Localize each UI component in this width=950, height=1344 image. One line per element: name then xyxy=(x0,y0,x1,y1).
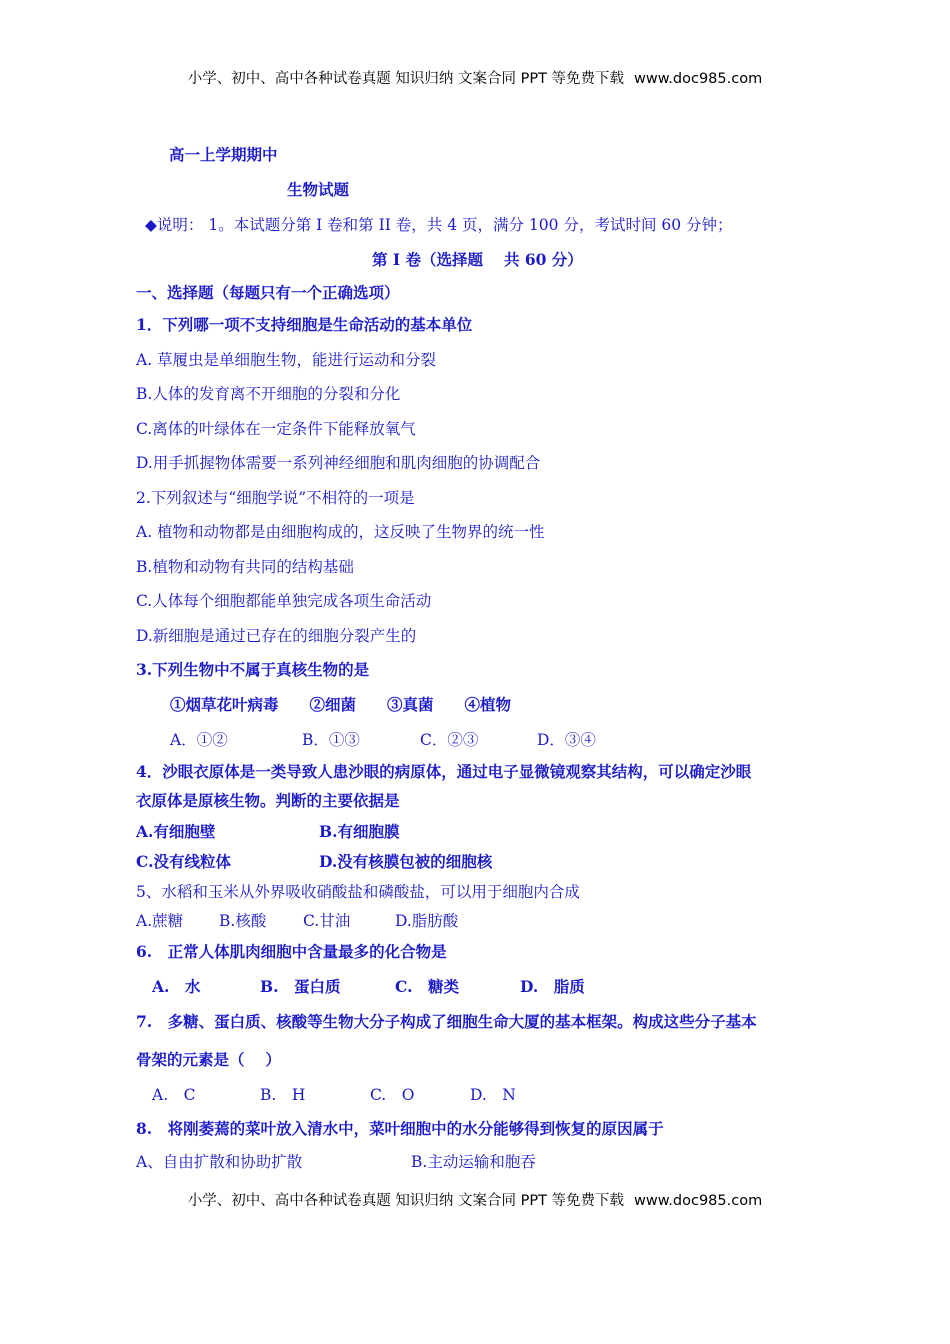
question-5-option-b: B.核酸 xyxy=(219,912,267,930)
question-1-option-a: A. 草履虫是单细胞生物，能进行运动和分裂 xyxy=(136,351,437,369)
question-6-option-b: B. 蛋白质 xyxy=(260,977,341,996)
question-7-option-c: C. O xyxy=(370,1086,415,1104)
footer-text: 小学、初中、高中各种试卷真题 知识归纳 文案合同 PPT 等免费下载 xyxy=(187,1193,625,1209)
question-2-option-b: B.植物和动物有共同的结构基础 xyxy=(136,558,354,576)
question-4-option-a: A.有细胞壁 xyxy=(136,822,216,841)
page-footer xyxy=(0,1189,950,1210)
question-7-stem-line-2: 骨架的元素是（ ） xyxy=(136,1050,281,1069)
question-5-stem: 5、水稻和玉米从外界吸收硝酸盐和磷酸盐，可以用于细胞内合成 xyxy=(136,883,580,901)
question-2-option-d: D.新细胞是通过已存在的细胞分裂产生的 xyxy=(136,627,417,645)
question-5-option-c: C.甘油 xyxy=(303,912,351,930)
exam-term-title: 高一上学期期中 xyxy=(169,145,278,164)
question-1-option-d: D.用手抓握物体需要一系列神经细胞和肌肉细胞的协调配合 xyxy=(136,454,541,472)
question-1-option-b: B.人体的发育离不开细胞的分裂和分化 xyxy=(136,385,401,403)
question-5-option-d: D.脂肪酸 xyxy=(395,912,459,930)
question-3-option-a: A．①② xyxy=(170,731,228,749)
section-one-heading: 一、选择题（每题只有一个正确选项） xyxy=(136,283,400,302)
question-6-options xyxy=(0,977,950,997)
question-4-option-d: D.没有核膜包被的细胞核 xyxy=(319,852,493,871)
question-3-option-c: C．②③ xyxy=(420,731,479,749)
question-7-stem-line-1: 7. 多糖、蛋白质、核酸等生物大分子构成了细胞生命大厦的基本框架。构成这些分子基本 xyxy=(136,1012,757,1031)
question-4-options-row-2 xyxy=(0,852,950,872)
question-6-option-d: D. 脂质 xyxy=(520,977,585,996)
question-2-option-a: A. 植物和动物都是由细胞构成的，这反映了生物界的统一性 xyxy=(136,523,545,541)
question-2-stem: 2.下列叙述与“细胞学说”不相符的一项是 xyxy=(136,489,415,507)
question-8-stem: 8. 将刚萎蔫的菜叶放入清水中，菜叶细胞中的水分能够得到恢复的原因属于 xyxy=(136,1119,664,1138)
question-7-options xyxy=(0,1085,950,1105)
exam-subject-title: 生物试题 xyxy=(287,180,350,199)
question-8-option-a: A、自由扩散和协助扩散 xyxy=(136,1153,303,1171)
question-4-option-c: C.没有线粒体 xyxy=(136,852,231,871)
question-4-option-b: B.有细胞膜 xyxy=(319,822,400,841)
exam-instructions: ◆说明： 1。本试题分第 I 卷和第 II 卷，共 4 页，满分 100 分，考试时间 60 分钟； xyxy=(145,216,733,234)
header-text: 小学、初中、高中各种试卷真题 知识归纳 文案合同 PPT 等免费下载 xyxy=(187,71,625,87)
question-1-option-c: C.离体的叶绿体在一定条件下能释放氧气 xyxy=(136,420,416,438)
page-header xyxy=(0,67,950,88)
question-7-option-a: A. C xyxy=(152,1086,196,1104)
question-8-option-b: B.主动运输和胞吞 xyxy=(411,1153,536,1171)
question-1-stem: 1．下列哪一项不支持细胞是生命活动的基本单位 xyxy=(136,315,473,334)
question-3-options xyxy=(0,730,950,750)
question-8-options xyxy=(0,1152,950,1172)
question-6-option-c: C. 糖类 xyxy=(395,977,459,996)
footer-site: www.doc985.com xyxy=(634,1193,763,1209)
question-3-items: ①烟草花叶病毒 ②细菌 ③真菌 ④植物 xyxy=(170,695,512,714)
header-site: www.doc985.com xyxy=(634,71,763,87)
question-6-option-a: A. 水 xyxy=(152,977,201,996)
question-4-options-row-1 xyxy=(0,822,950,842)
question-3-option-d: D．③④ xyxy=(537,731,596,749)
question-7-option-b: B. H xyxy=(260,1086,306,1104)
question-5-option-a: A.蔗糖 xyxy=(136,912,184,930)
question-3-option-b: B．①③ xyxy=(302,731,360,749)
part-one-heading: 第 I 卷（选择题 共 60 分） xyxy=(372,250,583,269)
question-3-stem: 3.下列生物中不属于真核生物的是 xyxy=(136,660,370,679)
question-7-option-d: D. N xyxy=(470,1086,516,1104)
question-5-options xyxy=(0,911,950,931)
question-2-option-c: C.人体每个细胞都能单独完成各项生命活动 xyxy=(136,592,432,610)
question-4-stem-line-1: 4．沙眼衣原体是一类导致人患沙眼的病原体，通过电子显微镜观察其结构，可以确定沙眼 xyxy=(136,762,752,781)
question-6-stem: 6. 正常人体肌肉细胞中含量最多的化合物是 xyxy=(136,942,447,961)
question-4-stem-line-2: 衣原体是原核生物。判断的主要依据是 xyxy=(136,791,400,810)
